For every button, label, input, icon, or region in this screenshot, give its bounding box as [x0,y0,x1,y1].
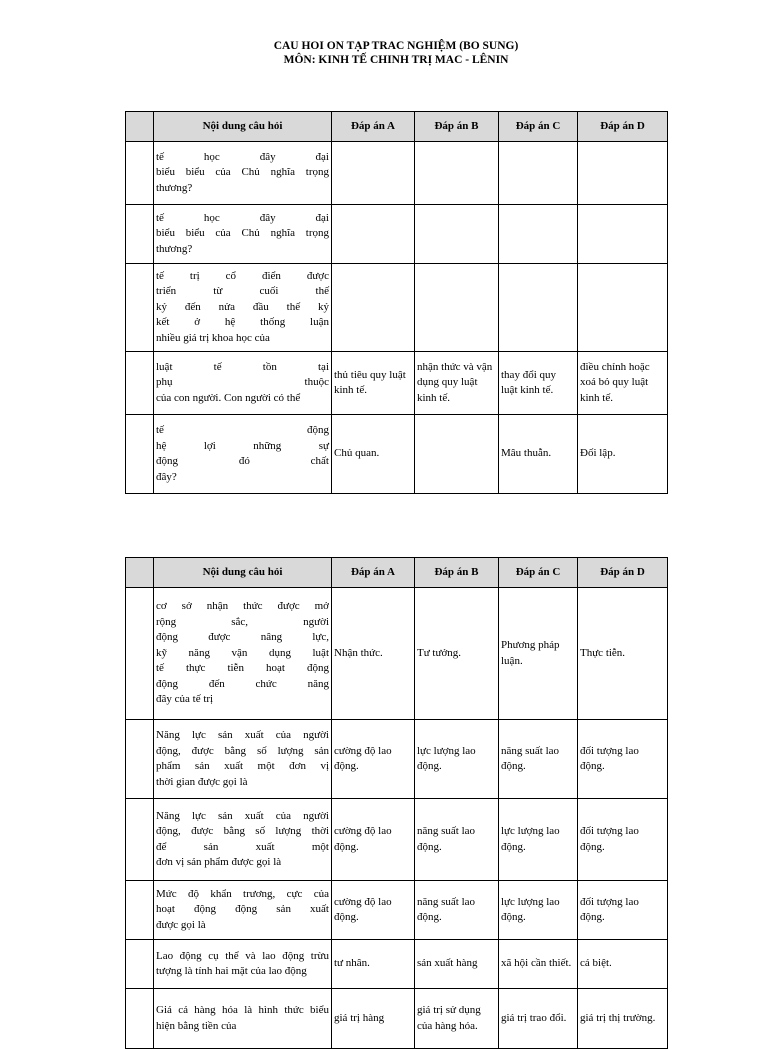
answer-b-cell [415,264,499,352]
answer-b-cell [415,205,499,264]
question-text-line: rộng sắc, người [156,615,329,628]
question-text-line: để sản xuất một [156,840,329,853]
row-number-cell [126,799,154,881]
question-text-line: tế thực tiễn hoạt động [156,662,329,675]
question-table-1 [125,111,668,494]
row-number-cell [126,588,154,720]
question-text-line: Mức độ khẩn trương, cực của [156,887,329,900]
answer-d-cell [578,142,668,205]
question-cell [154,588,332,720]
answer-a-cell: thủ tiêu quy luật kinh tế. [332,352,415,415]
table-body [126,142,668,494]
question-cell [154,205,332,264]
question-text-line: kỷ đến nửa đầu thế kỷ [156,300,329,313]
header-answer-d: Đáp án D [578,558,668,588]
question-cell [154,264,332,352]
row-number-cell [126,881,154,940]
table-header-row [126,558,668,588]
answer-c-cell: giá trị trao đổi. [499,989,578,1049]
answer-c-cell: Mâu thuẫn. [499,415,578,494]
question-cell [154,142,332,205]
table-row [126,588,668,720]
table-row [126,415,668,494]
answer-c-cell: thay đổi quy luật kinh tế. [499,352,578,415]
row-number-cell [126,989,154,1049]
table-row [126,940,668,989]
question-text-line: động được nâng lực, [156,631,329,644]
question-text-line: đây? [156,470,177,483]
answer-d-cell: Thực tiễn. [578,588,668,720]
row-number-cell [126,940,154,989]
question-text-line: đơn vị sản phẩm được gọi là [156,856,282,868]
answer-a-cell [332,142,415,205]
answer-a-cell: cường độ lao động. [332,720,415,799]
answer-a-cell: Chủ quan. [332,415,415,494]
question-cell [154,799,332,881]
question-text-line: Năng lực sản xuất của người [156,729,329,741]
answer-d-cell [578,205,668,264]
question-text-line: đây của tế trị [156,693,214,706]
answer-b-cell: giá trị sử dụng của hàng hóa. [415,989,499,1049]
header-answer-a: Đáp án A [332,558,415,588]
answer-d-cell: đối tượng lao động. [578,799,668,881]
answer-b-cell: năng suất lao động. [415,881,499,940]
table-row [126,142,668,205]
header-question: Nội dung câu hỏi [154,558,332,588]
answer-a-cell: Nhận thức. [332,588,415,720]
question-text-line: biểu biểu của Chủ nghĩa trọng [156,166,329,179]
table-row [126,989,668,1049]
question-text-line: phẩm sản xuất một đơn vị [156,760,329,772]
question-text-line: Lao động cụ thể và lao động trừu [156,949,329,962]
answer-c-cell: Phương pháp luận. [499,588,578,720]
header-question: Nội dung câu hỏi [154,112,332,142]
table-row [126,205,668,264]
table-row [126,881,668,940]
answer-b-cell: sản xuất hàng [415,940,499,989]
row-number-cell [126,720,154,799]
question-cell [154,720,332,799]
header-number-cell [126,112,154,142]
answer-c-cell [499,142,578,205]
answer-a-cell [332,205,415,264]
question-text-line: được gọi là [156,918,206,931]
answer-a-cell: tư nhân. [332,940,415,989]
row-number-cell [126,352,154,415]
answer-c-cell: lực lượng lao động. [499,799,578,881]
row-number-cell [126,142,154,205]
question-table-2 [125,557,668,1049]
question-text-line: thời gian được gọi là [156,775,248,788]
answer-b-cell: năng suất lao động. [415,799,499,881]
answer-a-cell: cường độ lao động. [332,881,415,940]
row-number-cell [126,205,154,264]
answer-a-cell: giá trị hàng [332,989,415,1049]
question-text-line: biểu biểu của Chủ nghĩa trọng [156,227,329,240]
answer-d-cell: đối tượng lao động. [578,720,668,799]
question-cell [154,415,332,494]
question-text-line: kết ở hệ thống luận [156,316,329,329]
table-row [126,352,668,415]
question-text-line: Năng lực sản xuất của người [156,809,329,822]
table-body [126,588,668,1049]
question-text-line: thương? [156,242,193,255]
question-text-line: hiện bằng tiền của [156,1019,237,1032]
answer-d-cell: điều chỉnh hoặc xoá bỏ quy luật kinh tế. [578,352,668,415]
question-text-line: của con người. Con người có thể [156,391,301,404]
question-cell [154,352,332,415]
answer-b-cell: lực lượng lao động. [415,720,499,799]
answer-d-cell: đối tượng lao động. [578,881,668,940]
question-text-line: tế học đây đại [156,211,329,224]
question-text-line: tượng là tính hai mặt của lao động [156,965,307,977]
row-number-cell [126,264,154,352]
question-text-line: động đến chức năng [156,677,329,690]
answer-d-cell: cá biệt. [578,940,668,989]
answer-d-cell: giá trị thị trường. [578,989,668,1049]
header-number-cell [126,558,154,588]
answer-d-cell [578,264,668,352]
document-title: CAU HOI ON TẠP TRAC NGHIỆM (BO SUNG) [273,40,519,52]
header-answer-c: Đáp án C [499,558,578,588]
question-text-line: động, được bằng số lượng thời [156,825,329,837]
question-text-line: triển từ cuối thế [156,285,329,298]
header-answer-a: Đáp án A [332,112,415,142]
question-text-line: tế học đây đại [156,150,329,163]
header-answer-b: Đáp án B [415,558,499,588]
question-text-line: động, được bằng số lượng sản [156,744,329,757]
question-text-line: thương? [156,181,193,194]
answer-b-cell: Tư tưởng. [415,588,499,720]
table-row [126,720,668,799]
header-answer-d: Đáp án D [578,112,668,142]
answer-b-cell: nhận thức và vận dụng quy luật kinh tế. [415,352,499,415]
answer-a-cell: cường độ lao động. [332,799,415,881]
answer-d-cell: Đối lập. [578,415,668,494]
question-text-line: kỹ năng vận dụng luật [156,646,329,659]
table-header-row [126,112,668,142]
question-text-line: Giá cả hàng hóa là hình thức biểu [156,1004,329,1016]
question-text-line: tế động [156,424,329,436]
answer-c-cell [499,205,578,264]
answer-b-cell [415,142,499,205]
question-text-line: hệ lợi những sự [156,439,329,452]
question-text-line: luật tế tồn tại [156,360,329,373]
question-text-line: tế trị cổ điển được [156,269,329,282]
question-cell [154,881,332,940]
answer-c-cell: xã hội cần thiết. [499,940,578,989]
answer-b-cell [415,415,499,494]
answer-a-cell [332,264,415,352]
answer-c-cell [499,264,578,352]
question-text-line: nhiều giá trị khoa học của [156,331,270,344]
header-answer-b: Đáp án B [415,112,499,142]
question-text-line: cơ sở nhận thức được mở [156,600,329,613]
answer-c-cell: năng suất lao động. [499,720,578,799]
row-number-cell [126,415,154,494]
table-row [126,799,668,881]
question-text-line: phụ thuộc [156,376,329,389]
question-cell [154,940,332,989]
document-subtitle: MÔN: KINH TẾ CHINH TRỊ MAC - LÊNIN [283,54,509,66]
answer-c-cell: lực lượng lao động. [499,881,578,940]
question-text-line: hoạt động động sản xuất [156,903,329,916]
question-cell [154,989,332,1049]
table-row [126,264,668,352]
question-text-line: động đó chất [156,455,329,467]
header-answer-c: Đáp án C [499,112,578,142]
